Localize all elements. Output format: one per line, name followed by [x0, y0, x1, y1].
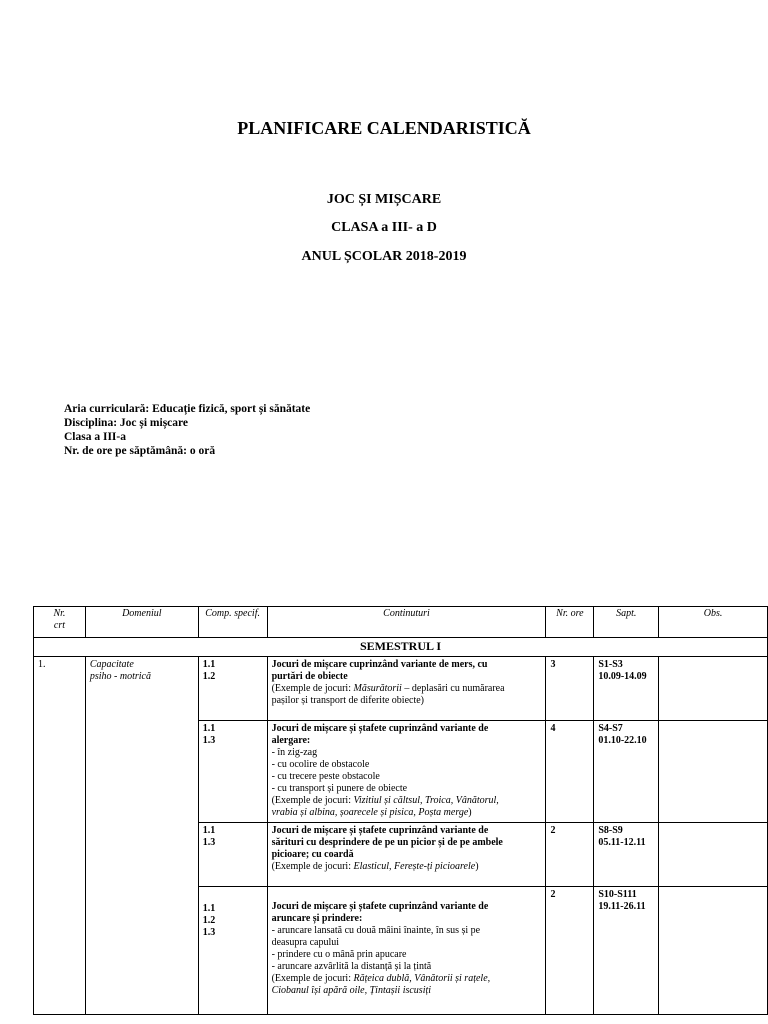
header-weeks: Sapt.	[594, 607, 659, 638]
semester-label: SEMESTRUL I	[34, 638, 768, 657]
subject-heading: JOC ȘI MIȘCARE	[326, 192, 442, 207]
planning-table	[33, 606, 768, 1015]
row-competences: 1.1 1.3	[198, 823, 267, 887]
class-info: Clasa a III-a	[64, 431, 126, 443]
header-competences: Comp. specif.	[198, 607, 267, 638]
row-obs	[659, 657, 768, 721]
class-heading: CLASA a III- a D	[331, 220, 437, 235]
row-contents: Jocuri de mișcare și ștafete cuprinzând variante de alergare: - în zig-zag - cu ocolire de obstacole - cu trecere peste obstacole - cu transport și punere de obiecte (Exemple de jocuri: Vizitiul și căltsul, Troica, Vânătorul, vrabia și albina, șoarecele și pisica, Poșta merge)	[267, 721, 546, 823]
row-hours: 2	[546, 823, 594, 887]
row-weeks: S8-S9 05.11-12.11	[594, 823, 659, 887]
table-header-row	[34, 607, 768, 638]
weekly-hours: Nr. de ore pe săptămână: o oră	[64, 445, 216, 457]
row-hours: 2	[546, 887, 594, 1015]
table-row	[34, 657, 768, 721]
school-year-heading: ANUL ȘCOLAR 2018-2019	[301, 249, 467, 264]
header-hours: Nr. ore	[546, 607, 594, 638]
row-number: 1.	[34, 657, 86, 1015]
curricular-area: Aria curriculară: Educație fizică, sport și sănătate	[64, 403, 311, 415]
row-competences: 1.1 1.2	[198, 657, 267, 721]
row-contents: Jocuri de mișcare și ștafete cuprinzând variante de sărituri cu desprindere de pe un picior și de pe ambele picioare; cu coardă (Exemple de jocuri: Elasticul, Ferește-ți picioarele)	[267, 823, 546, 887]
row-obs	[659, 823, 768, 887]
document-title: PLANIFICARE CALENDARISTICĂ	[237, 118, 531, 138]
row-contents: Jocuri de mișcare și ștafete cuprinzând variante de aruncare și prindere: - aruncare lansată cu două mâini înainte, în sus și pe deasupra capului - prindere cu o mână prin apucare - aruncare azvârlită la distanță și la țintă (Exemple de jocuri: Rățeica dublă, Vânătorii și rațele, Ciobanul își apără oile, Țintașii iscusiți	[267, 887, 546, 1015]
header-contents: Continuturi	[267, 607, 546, 638]
row-weeks: S10-S111 19.11-26.11	[594, 887, 659, 1015]
row-domain: Capacitate psiho - motrică	[85, 657, 198, 1015]
header-domain: Domeniul	[85, 607, 198, 638]
row-weeks: S4-S7 01.10-22.10	[594, 721, 659, 823]
header-nr: Nr. crt	[34, 607, 86, 638]
header-obs: Obs.	[659, 607, 768, 638]
discipline: Disciplina: Joc și mișcare	[64, 417, 189, 429]
row-hours: 3	[546, 657, 594, 721]
row-contents: Jocuri de mișcare cuprinzând variante de mers, cu purtări de obiecte (Exemple de jocuri: Măsurătorii – deplasări cu numărarea pașilor și transport de diferite obiecte)	[267, 657, 546, 721]
semester-row	[34, 638, 768, 657]
row-competences: 1.1 1.3	[198, 721, 267, 823]
row-hours: 4	[546, 721, 594, 823]
row-competences: 1.1 1.2 1.3	[198, 887, 267, 1015]
row-weeks: S1-S3 10.09-14.09	[594, 657, 659, 721]
info-block	[64, 402, 310, 458]
row-obs	[659, 887, 768, 1015]
row-obs	[659, 721, 768, 823]
